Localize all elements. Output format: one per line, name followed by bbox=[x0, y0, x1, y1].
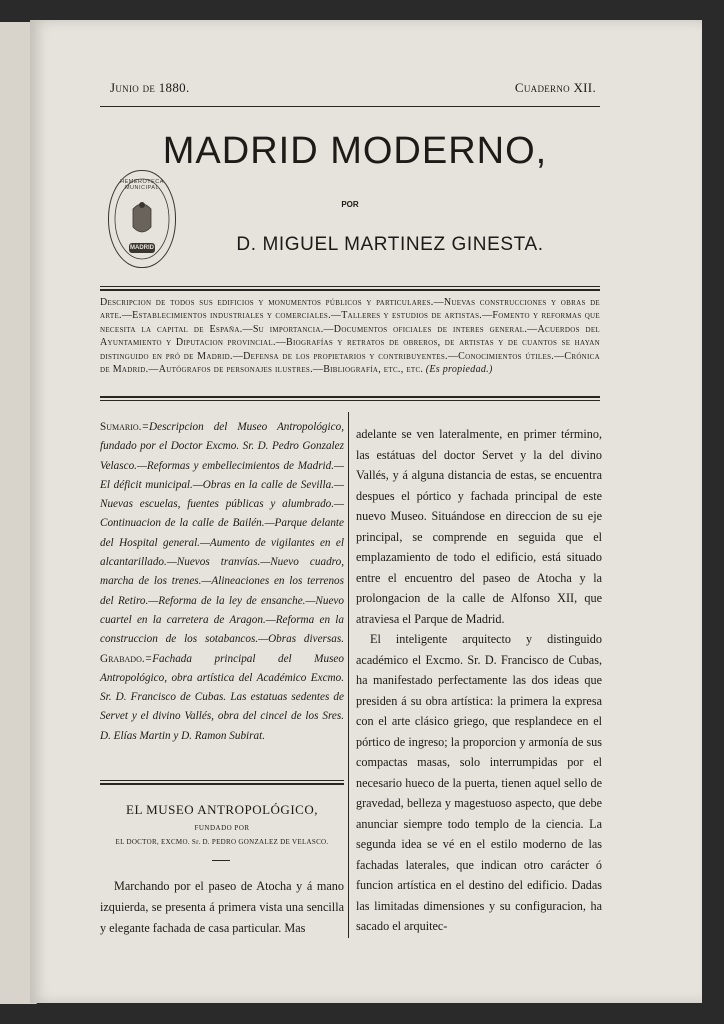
double-rule-top bbox=[100, 286, 600, 287]
engraving-label: Grabado. bbox=[100, 652, 145, 665]
article-fundado: FUNDADO POR bbox=[194, 824, 250, 832]
stamp-text-top: HEMEROTECA MUNICIPAL bbox=[120, 179, 164, 191]
rights-notice: (Es propiedad.) bbox=[425, 364, 493, 376]
article-paragraph: Marchando por el paseo de Atocha y á mano izquierda, se presenta á primera vista una sencilla y elegante fachada de casa particular. Mas bbox=[100, 879, 344, 935]
stamp-text-bottom: MADRID bbox=[130, 245, 154, 251]
summary-rule bbox=[100, 780, 344, 781]
issue-date: Junio de 1880. bbox=[110, 80, 190, 95]
summary-text: =Descripcion del Museo Antropológico, fundado por el Doctor Excmo. Sr. D. Pedro Gonzalez Velasco.—Reformas y embellecimientos de Madrid.—El déficit municipal.—Obras en la calle de Sevilla.—Nuevas escuelas, fuentes públicas y alumbrado.—Continuacion de la calle de Bailén.—Parque delante del Hospital general.—Aumento de vigilantes en el alcantarillado.—Nuevos tranvías.—Nuevo cuadro, marcha de los trenes.—Alineaciones en los terrenos del Retiro.—Reforma de la ley de ensanche.—Nuevo cuartel en la carretera de Aragon.—Reforma en la construccion de los sotabancos.—Obras diversas. bbox=[100, 421, 344, 646]
double-rule-bottom bbox=[100, 400, 600, 401]
article-paragraph: El inteligente arquitecto y distinguido académico el Excmo. Sr. D. Francisco de Cubas, ha manifestado perfectamente las dos ideas que presiden á su obra artística: la primera la expresa con el arte clásico griego, que resplandece en el pórtico de ingreso; la proporcion y armonía de sus compactas masas, solo interrumpidas por el necesario hueco de la puerta, tienen aquel sello de gravedad, belleza y magestuoso aspecto, que debe anunciar siempre todo templo de la ciencia. La segunda idea se vé en el estilo moderno de las fachadas laterales, que indican otro carácter ó funcion artística en el destino del edificio. Dadas las limitadas dimensiones y su configuracion, ha sacado el arquitec- bbox=[356, 632, 602, 933]
description-block bbox=[100, 296, 600, 376]
double-rule-bottom-thick bbox=[100, 396, 600, 398]
article-column-1 bbox=[100, 876, 344, 939]
article-title: EL MUSEO ANTROPOLÓGICO, bbox=[126, 802, 318, 817]
column-divider bbox=[348, 412, 349, 938]
issue-number: Cuaderno XII. bbox=[514, 80, 596, 95]
title-dash bbox=[212, 860, 230, 861]
masthead-title: MADRID MODERNO, bbox=[162, 130, 548, 172]
header-rule bbox=[100, 106, 600, 107]
article-paragraph: adelante se ven lateralmente, en primer término, las estátuas del doctor Servet y la del divino Vallés, y á alguna distancia de estas, se encuentra despues el pórtico y fachada principal de este nuevo Museo. Situándose en direccion de su eje principal, se comprende en seguida que el emplazamiento de todo el edificio, está situado entre el encuentro del paseo de Atocha y la prolongacion de la calle de Alfonso XII, que atraviesa el Parque de Madrid. bbox=[356, 427, 602, 626]
header-line bbox=[110, 80, 596, 96]
engraving-text: =Fachada principal del Museo Antropológico, obra artística del Académico Excmo. Sr. D. Francisco de Cubas. Las estatuas sedentes de Servet y el divino Vallés, obra del cincel de los Sres. D. Elías Martin y D. Ramon Subirat. bbox=[100, 652, 344, 742]
summary-rule-thick bbox=[100, 783, 344, 785]
article-column-2 bbox=[356, 424, 602, 937]
masthead-por: POR bbox=[341, 200, 359, 209]
masthead-author: D. MIGUEL MARTINEZ GINESTA. bbox=[236, 234, 544, 255]
article-founder: EL DOCTOR, EXCMO. Sr. D. PEDRO GONZALEZ DE VELASCO. bbox=[115, 838, 329, 846]
description-text: Descripcion de todos sus edificios y monumentos públicos y particulares.—Nuevas construcciones y obras de arte.—Establecimientos industriales y comerciales.—Talleres y estudios de artistas.—Fomento y reformas que necesita la capital de España.—Su importancia.—Documentos oficiales de interes general.—Acuerdos del Ayuntamiento y Diputacion provincial.—Biografías y retratos de obreros, de artistas y de cuantos se hayan distinguido en pró de Madrid.—Defensa de los propietarios y contribuyentes.—Conocimientos útiles.—Crónica de Madrid.—Autógrafos de personajes ilustres.—Bibliografía, etc., etc. bbox=[100, 297, 600, 376]
summary-label: Sumario. bbox=[100, 421, 142, 433]
library-stamp bbox=[108, 170, 176, 268]
summary-block bbox=[100, 418, 344, 746]
double-rule-top-thick bbox=[100, 289, 600, 291]
